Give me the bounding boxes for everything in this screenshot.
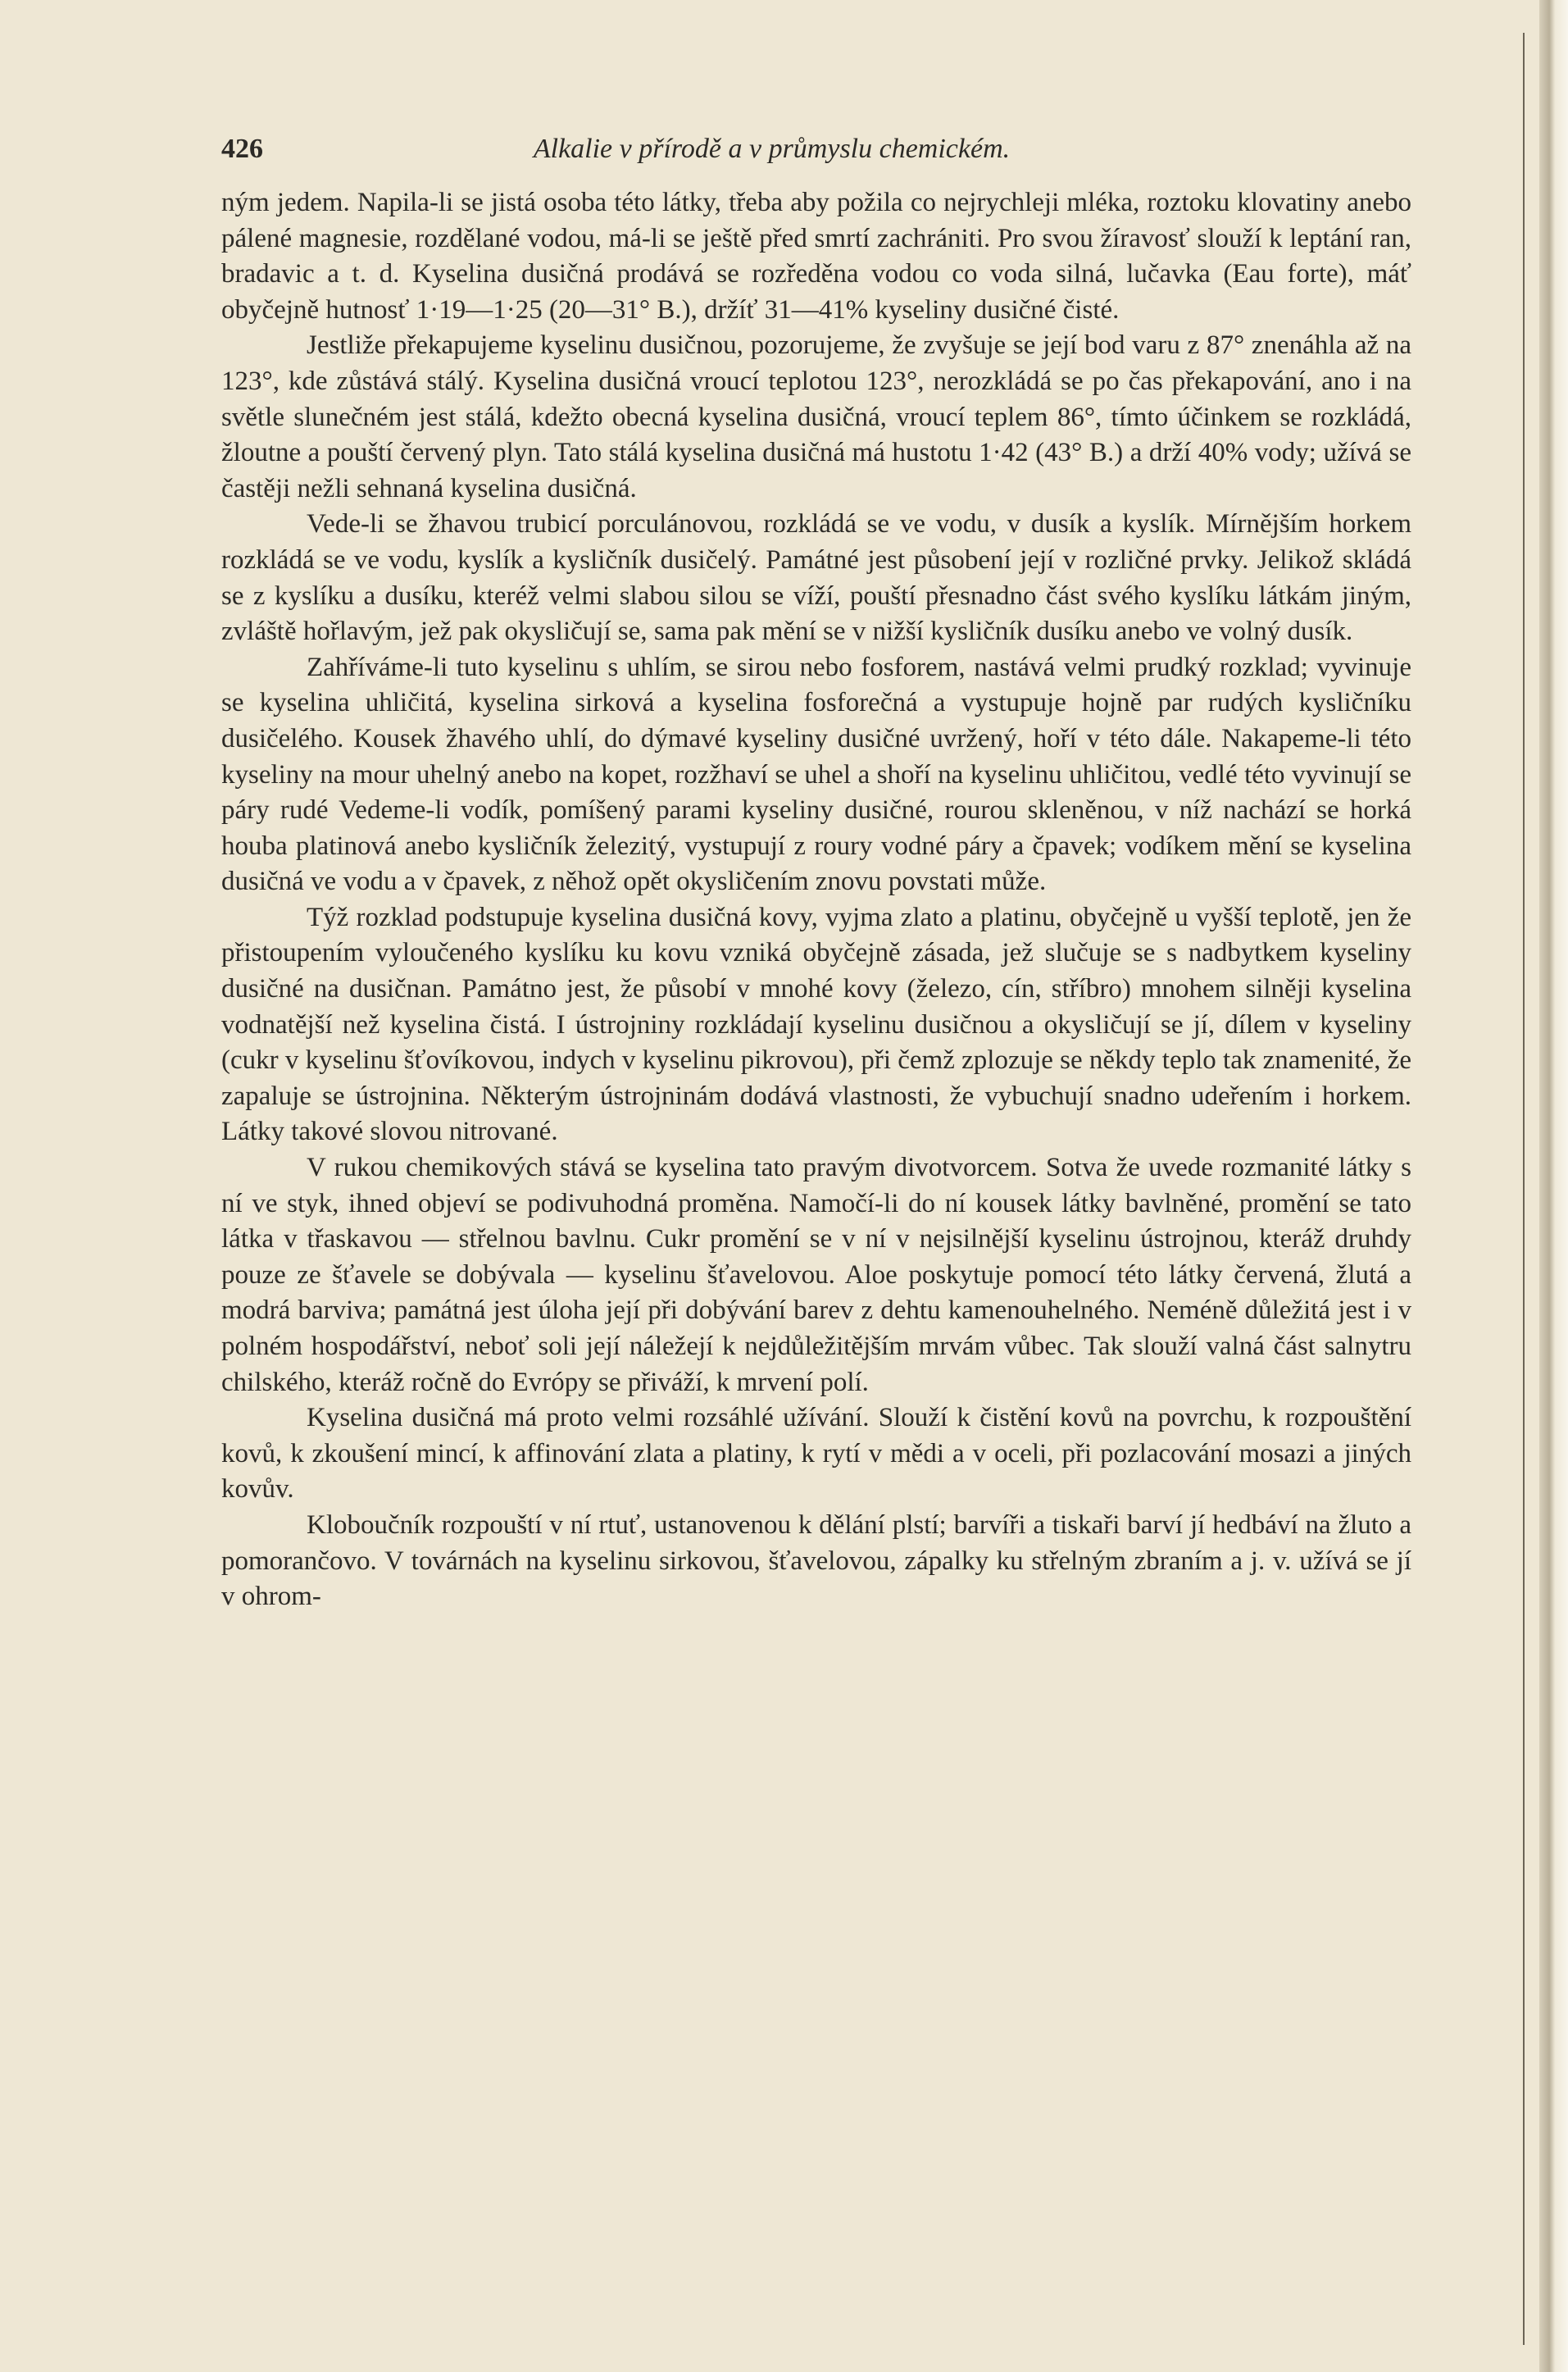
paragraph: V rukou chemikových stává se kyselina tato pravým divotvorcem. Sotva že uvede rozmanité látky s ní ve styk, ihned objeví se podivuhodná proměna. Namočí-li do ní kousek látky bavlněné, promění se tato látka v třaskavou — střelnou bavlnu. Cukr promění se v ní v nejsilnější kyselinu ústrojnou, kteráž druhdy pouze ze šťavele se dobývala — kyselinu šťavelovou. Aloe poskytuje pomocí této látky červená, žlutá a modrá barviva; památná jest úloha její při dobývání barev z dehtu kamenouhelného. Neméně důležitá jest i v polném hospodářství, neboť soli její náležejí k nejdůležitějším mrvám vůbec. Tak slouží valná část salnytru chilského, kteráž ročně do Evrópy se přiváží, k mrvení polí. [221,1153,1411,1397]
page-body [221,131,1411,1615]
book-spine-edge [1539,0,1568,2372]
paragraph: Týž rozklad podstupuje kyselina dusičná kovy, vyjma zlato a platinu, obyčejně u vyšší teplotě, jen že přistoupením vyloučeného kyslíku ku kovu vzniká obyčejně zásada, jež slučuje se s nadbytkem kyseliny dusičné na dusičnan. Památno jest, že působí v mnohé kovy (železo, cín, stříbro) mnohem silněji kyselina vodnatější než kyselina čistá. I ústrojniny rozkládají kyselinu dusičnou a okysličují se jí, dílem v kyseliny (cukr v kyselinu šťovíkovou, indych v kyselinu pikrovou), při čemž zplozuje se někdy teplo tak znamenité, že zapaluje se ústrojnina. Některým ústrojninám dodává vlastnosti, že vybuchují snadno udeřením i horkem. Látky takové slovou nitrované. [221,902,1411,1147]
running-title: Alkalie v přírodě a v průmyslu chemickém. [533,134,1011,164]
page-number: 426 [221,134,263,164]
paragraph: Kloboučník rozpouští v ní rtuť, ustanovenou k dělání plstí; barvíři a tiskaři barví jí hedbáví na žluto a pomorančovo. V továrnách na kyselinu sirkovou, šťavelovou, zápalky ku střelným zbraním a j. v. užívá se jí v ohrom- [221,1509,1411,1612]
paragraph: Kyselina dusičná má proto velmi rozsáhlé užívání. Slouží k čistění kovů na povrchu, k rozpouštění kovů, k zkoušení mincí, k affinování zlata a platiny, k rytí v mědi a v oceli, při pozlacování mosazi a jiných kovův. [221,1403,1411,1505]
page-edge-line [1523,33,1525,2345]
paragraph: ným jedem. Napila-li se jistá osoba této látky, třeba aby požila co nejrychleji mléka, roztoku klovatiny anebo pálené magnesie, rozdělané vodou, má-li se ještě před smrtí zachrániti. Pro svou žíravosť slouží k leptání ran, bradavic a t. d. Kyselina dusičná prodává se rozředěna vodou co voda silná, lučavka (Eau forte), máť obyčejně hutnosť 1·19—1·25 (20—31° B.), držíť 31—41% kyseliny dusičné čisté. [221,188,1411,325]
paragraph: Jestliže překapujeme kyselinu dusičnou, pozorujeme, že zvyšuje se její bod varu z 87° znenáhla až na 123°, kde zůstává stálý. Kyselina dusičná vroucí teplotou 123°, nerozkládá se po čas překapování, ano i na světle slunečném jest stálá, kdežto obecná kyselina dusičná, vroucí teplem 86°, tímto účinkem se rozkládá, žloutne a pouští červený plyn. Tato stálá kyselina dusičná má hustotu 1·42 (43° B.) a drží 40% vody; užívá se častěji nežli sehnaná kyselina dusičná. [221,330,1411,503]
paragraph: Zahříváme-li tuto kyselinu s uhlím, se sirou nebo fosforem, nastává velmi prudký rozklad; vyvinuje se kyselina uhličitá, kyselina sirková a kyselina fosforečná a vystupuje hojně par rudých kysličníku dusičelého. Kousek žhavého uhlí, do dýmavé kyseliny dusičné uvržený, hoří v této dále. Nakapeme-li této kyseliny na mour uhelný anebo na kopet, rozžhaví se uhel a shoří na kyselinu uhličitou, vedlé této vyvinují se páry rudé Vedeme-li vodík, pomíšený parami kyseliny dusičné, rourou skleněnou, v níž nachází se horká houba platinová anebo kysličník železitý, vystupují z roury vodné páry a čpavek; vodíkem mění se kyselina dusičná ve vodu a v čpavek, z něhož opět okysličením znovu povstati může. [221,652,1411,897]
running-header [221,131,1411,185]
paragraph: Vede-li se žhavou trubicí porculánovou, rozkládá se ve vodu, v dusík a kyslík. Mírnějším horkem rozkládá se ve vodu, kyslík a kysličník dusičelý. Památné jest působení její v rozličné prvky. Jelikož skládá se z kyslíku a dusíku, kteréž velmi slabou silou se víží, pouští přesnadno část svého kyslíku látkám jiným, zvláště hořlavým, jež pak okysličují se, sama pak mění se v nižší kysličník dusíku anebo ve volný dusík. [221,509,1411,647]
